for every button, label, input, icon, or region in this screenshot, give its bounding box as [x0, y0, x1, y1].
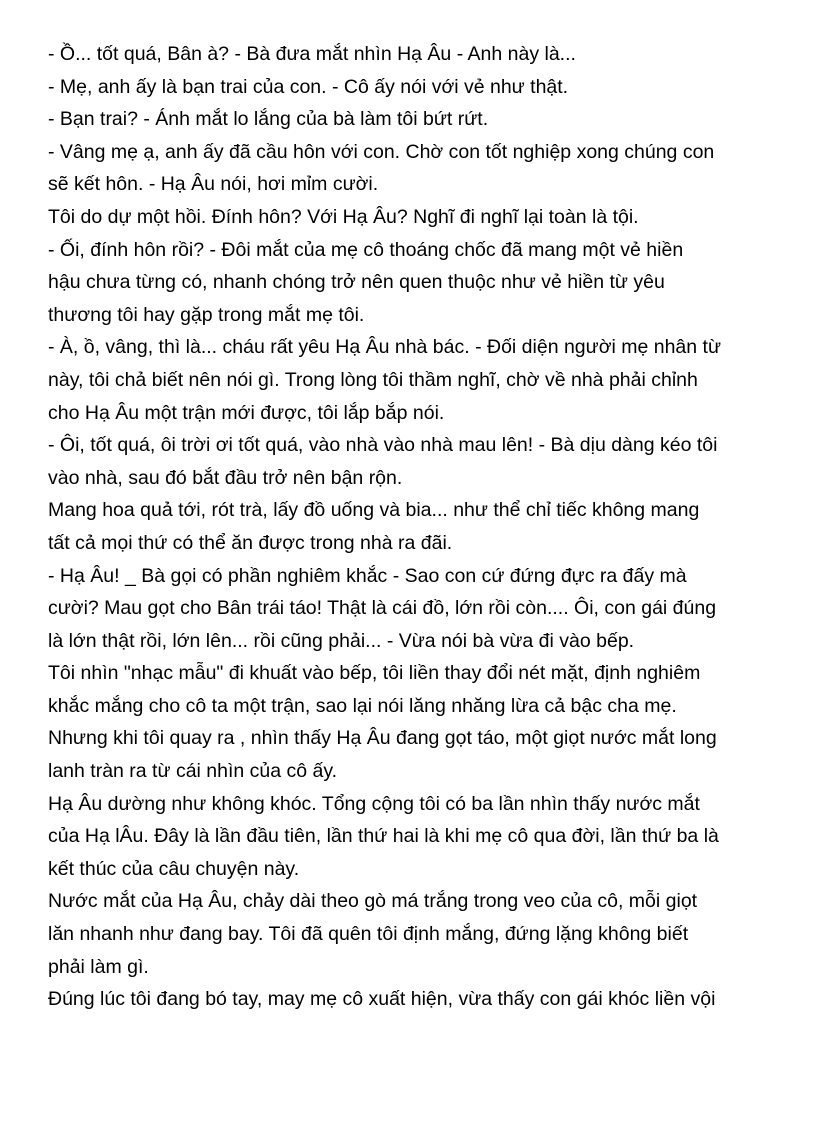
text-line: hậu chưa từng có, nhanh chóng trở nên quen thuộc như vẻ hiền từ yêu — [48, 271, 665, 294]
text-line: này, tôi chả biết nên nói gì. Trong lòng tôi thầm nghĩ, chờ về nhà phải chỉnh — [48, 368, 698, 391]
text-line: Tôi do dự một hồi. Đính hôn? Với Hạ Âu? Nghĩ đi nghĩ lại toàn là tội. — [48, 205, 639, 228]
text-line: cho Hạ Âu một trận mới được, tôi lắp bắp nói. — [48, 401, 445, 424]
text-line: Mang hoa quả tới, rót trà, lấy đồ uống và bia... như thể chỉ tiếc không mang — [48, 499, 700, 522]
document-page — [48, 38, 788, 1016]
text-line: sẽ kết hôn. - Hạ Âu nói, hơi mỉm cười. — [48, 173, 379, 196]
text-line: - Ôi, tốt quá, ôi trời ơi tốt quá, vào nhà vào nhà mau lên! - Bà dịu dàng kéo tôi — [48, 434, 718, 457]
text-line: khắc mắng cho cô ta một trận, sao lại nói lăng nhăng lừa cả bậc cha mẹ. — [48, 694, 677, 717]
text-line: kết thúc của câu chuyện này. — [48, 857, 300, 880]
text-line: lanh tràn ra từ cái nhìn của cô ấy. — [48, 760, 338, 783]
text-line: tất cả mọi thứ có thể ăn được trong nhà ra đãi. — [48, 531, 453, 554]
text-line: Hạ Âu dường như không khóc. Tổng cộng tôi có ba lần nhìn thấy nước mắt — [48, 792, 700, 815]
text-line: Nhưng khi tôi quay ra , nhìn thấy Hạ Âu đang gọt táo, một giọt nước mắt long — [48, 727, 717, 750]
text-line: lăn nhanh như đang bay. Tôi đã quên tôi định mắng, đứng lặng không biết — [48, 923, 689, 946]
text-line: là lớn thật rồi, lớn lên... rồi cũng phải... - Vừa nói bà vừa đi vào bếp. — [48, 629, 635, 652]
text-line: - Mẹ, anh ấy là bạn trai của con. - Cô ấy nói với vẻ như thật. — [48, 75, 569, 98]
text-line: - Ối, đính hôn rồi? - Đôi mắt của mẹ cô thoáng chốc đã mang một vẻ hiền — [48, 238, 684, 261]
text-line: Nước mắt của Hạ Âu, chảy dài theo gò má trắng trong veo của cô, mỗi giọt — [48, 890, 698, 913]
text-line: - Ồ... tốt quá, Bân à? - Bà đưa mắt nhìn Hạ Âu - Anh này là... — [48, 43, 576, 65]
text-line: - Bạn trai? - Ánh mắt lo lắng của bà làm tôi bứt rứt. — [48, 108, 489, 131]
text-line: - À, ồ, vâng, thì là... cháu rất yêu Hạ Âu nhà bác. - Đối diện người mẹ nhân từ — [48, 336, 722, 359]
text-line: - Vâng mẹ ạ, anh ấy đã cầu hôn với con. Chờ con tốt nghiệp xong chúng con — [48, 140, 715, 163]
text-line: phải làm gì. — [48, 955, 149, 978]
text-line: - Hạ Âu! _ Bà gọi có phần nghiêm khắc - Sao con cứ đứng đực ra đấy mà — [48, 564, 687, 587]
text-line: Tôi nhìn "nhạc mẫu" đi khuất vào bếp, tôi liền thay đổi nét mặt, định nghiêm — [48, 662, 701, 685]
text-line: vào nhà, sau đó bắt đầu trở nên bận rộn. — [48, 466, 403, 489]
text-line: cười? Mau gọt cho Bân trái táo! Thật là cái đồ, lớn rồi còn.... Ôi, con gái đúng — [48, 597, 717, 620]
text-line: của Hạ lÂu. Đây là lần đầu tiên, lần thứ hai là khi mẹ cô qua đời, lần thứ ba là — [48, 825, 719, 848]
text-line: thương tôi hay gặp trong mắt mẹ tôi. — [48, 303, 365, 326]
text-line: Đúng lúc tôi đang bó tay, may mẹ cô xuất hiện, vừa thấy con gái khóc liền vội — [48, 988, 716, 1011]
